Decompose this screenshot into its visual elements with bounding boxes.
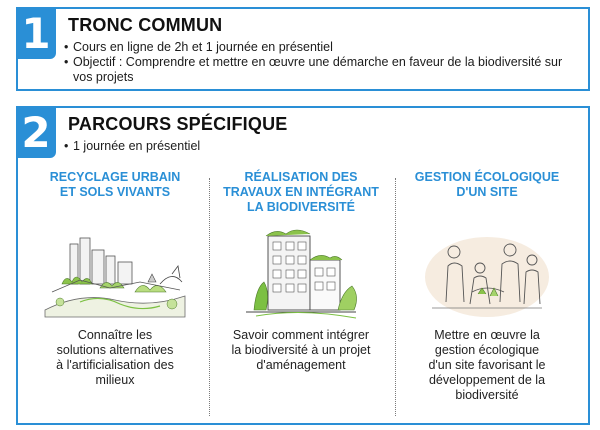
urban-recycling-illustration-icon <box>40 222 190 322</box>
module-recyclage-urbain <box>26 170 204 420</box>
column-divider <box>395 178 396 416</box>
module-gestion-ecologique <box>398 170 576 420</box>
green-building-illustration-icon <box>226 222 376 322</box>
site-management-illustration-icon <box>412 222 562 322</box>
bullet-list <box>64 139 574 154</box>
module-title: RÉALISATION DES TRAVAUX EN INTÉGRANT LA BIODIVERSITÉ <box>223 170 379 214</box>
module-realisation-travaux <box>212 170 390 420</box>
section-title: TRONC COMMUN <box>68 15 223 35</box>
module-description: Mettre en œuvre la gestion écologique d'un site favorisant le développement de la biodiversité <box>428 328 546 402</box>
bullet-item: • 1 journée en présentiel <box>64 139 574 154</box>
module-description: Connaître les solutions alternatives à l'artificialisation des milieux <box>56 328 174 387</box>
module-title: GESTION ÉCOLOGIQUE D'UN SITE <box>414 170 560 199</box>
section-parcours-specifique <box>16 106 590 425</box>
column-divider <box>209 178 210 416</box>
section-number-badge: 2 <box>16 106 56 158</box>
module-title: RECYCLAGE URBAIN ET SOLS VIVANTS <box>49 170 181 199</box>
section-title: PARCOURS SPÉCIFIQUE <box>68 114 288 134</box>
module-description: Savoir comment intégrer la biodiversité à un projet d'aménagement <box>231 328 371 372</box>
bullet-item: • Cours en ligne de 2h et 1 journée en présentiel <box>64 40 574 55</box>
section-number-badge: 1 <box>16 7 56 59</box>
section-tronc-commun <box>16 7 590 91</box>
bullet-item: • Objectif : Comprendre et mettre en œuvre une démarche en faveur de la biodiversité sur vos projets <box>64 55 574 85</box>
bullet-list <box>64 40 574 85</box>
